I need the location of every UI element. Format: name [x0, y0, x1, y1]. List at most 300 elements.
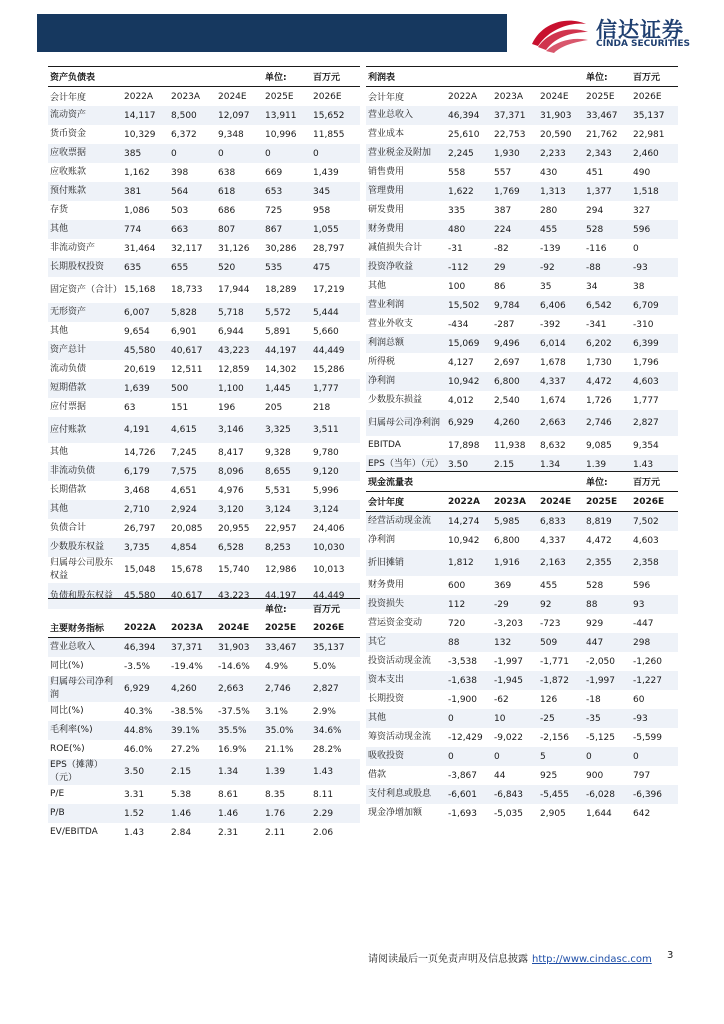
cf-value: -1,227	[631, 671, 678, 690]
bs-unit-label: 单位:	[263, 67, 311, 87]
bs-value: 31,126	[218, 243, 250, 254]
is-value: 1,777	[633, 395, 659, 406]
bs-value: 1,055	[311, 220, 360, 239]
is-value: 6,929	[446, 410, 492, 436]
is-value: -82	[494, 243, 509, 254]
is-year-header: 2026E	[633, 91, 662, 102]
is-value: 9,354	[633, 440, 659, 451]
cash-flow-table	[366, 471, 678, 823]
cf-row	[366, 652, 678, 671]
bs-value: 0	[311, 144, 360, 163]
cf-value: 6,800	[494, 535, 520, 546]
bs-value: 0	[169, 144, 216, 163]
is-row	[366, 410, 678, 436]
cf-row	[366, 804, 678, 823]
bs-value: 12,097	[216, 106, 263, 125]
km-value: -37.5%	[218, 706, 250, 717]
bs-unit-value: 百万元	[311, 67, 360, 87]
km-row-label: EPS（摊薄）（元）	[48, 759, 122, 785]
bs-value: 3,735	[122, 538, 169, 557]
bs-value: 4,651	[171, 485, 197, 496]
cf-value: 528	[586, 580, 604, 591]
cf-value: -25	[538, 709, 584, 728]
km-unit-label: 单位:	[263, 599, 311, 619]
brand-name-en: CINDA SECURITIES	[596, 39, 690, 49]
is-value: 4,472	[584, 372, 631, 391]
bs-value: 14,117	[122, 106, 169, 125]
bs-value: 20,619	[124, 364, 156, 375]
km-value: 40.3%	[124, 706, 153, 717]
is-row-label: 所得税	[368, 357, 396, 367]
cf-year-header: 2026E	[631, 492, 678, 512]
is-value: 1,313	[538, 182, 584, 201]
bs-value: 618	[216, 182, 263, 201]
bs-value: 14,302	[265, 364, 297, 375]
bs-year-label: 会计年度	[50, 93, 87, 103]
bs-value: 4,976	[218, 485, 244, 496]
cf-row	[366, 550, 678, 576]
cf-value: 369	[494, 580, 512, 591]
cf-value: -1,945	[492, 671, 538, 690]
km-value: 2.29	[311, 804, 360, 823]
bs-value: 7,575	[169, 462, 216, 481]
bs-title-blank	[216, 67, 263, 87]
km-value: 37,371	[169, 638, 216, 658]
bs-value: 13,911	[263, 106, 311, 125]
is-row	[366, 258, 678, 277]
km-value: 4.9%	[265, 661, 288, 672]
is-value: 38	[633, 281, 645, 292]
is-value: -139	[540, 243, 561, 254]
bs-row-label: 负债和股东权益	[48, 583, 122, 609]
km-value: 1.52	[122, 804, 169, 823]
km-year-header: 2022A	[122, 618, 169, 638]
cf-value: -6,843	[492, 785, 538, 804]
km-title: 主要财务指标	[48, 618, 122, 638]
bs-value: 1,777	[311, 379, 360, 398]
bs-value: 3,511	[311, 417, 360, 443]
cf-row	[366, 766, 678, 785]
is-value: 6,202	[584, 334, 631, 353]
bs-row-label: 其他	[50, 447, 69, 457]
bs-year-row	[48, 87, 360, 107]
km-row	[48, 702, 360, 721]
income-statement-table	[366, 66, 678, 474]
is-value: 35	[540, 281, 552, 292]
is-value: 2,245	[446, 144, 492, 163]
bs-value: 5,531	[265, 485, 291, 496]
bs-value: 12,986	[265, 565, 297, 575]
is-value: -434	[448, 319, 469, 330]
km-value: -3.5%	[124, 661, 151, 672]
bs-year-header: 2023A	[171, 91, 201, 102]
is-row	[366, 315, 678, 334]
cf-value: -1,900	[448, 694, 478, 705]
cf-value: 0	[446, 709, 492, 728]
bs-value: 20,085	[171, 523, 203, 534]
bs-value: 18,733	[171, 285, 203, 295]
km-value: 1.46	[216, 804, 263, 823]
cf-value: 596	[633, 580, 651, 591]
is-value: 21,762	[586, 129, 618, 140]
bs-value: 398	[171, 167, 189, 178]
is-value: -341	[586, 319, 607, 330]
bs-row	[48, 144, 360, 163]
bs-value: 655	[169, 258, 216, 277]
cf-value: 132	[492, 633, 538, 652]
bs-value: 24,406	[313, 523, 345, 534]
bs-value: 8,500	[169, 106, 216, 125]
is-value: 29	[492, 258, 538, 277]
cf-value: 93	[631, 595, 678, 614]
cinda-logo-icon	[528, 14, 590, 54]
cf-value: 929	[586, 618, 604, 629]
footer-disclaimer: 请阅读最后一页免责声明及信息披露	[368, 954, 528, 965]
is-value: 2,233	[538, 144, 584, 163]
is-row-label: 归属母公司净利润	[366, 410, 446, 436]
is-row	[366, 239, 678, 258]
cf-value: 4,472	[586, 535, 612, 546]
bs-value: 63	[124, 402, 136, 413]
bs-value: 6,179	[122, 462, 169, 481]
cf-value: -12,429	[448, 732, 483, 743]
is-row	[366, 277, 678, 296]
is-value: 35,137	[631, 106, 678, 125]
bs-value: 10,013	[313, 565, 345, 575]
is-row-label: 营业外收支	[368, 319, 414, 329]
is-value: 6,709	[631, 296, 678, 315]
is-value: 528	[584, 220, 631, 239]
is-value: 224	[492, 220, 538, 239]
bs-value: 3,120	[216, 500, 263, 519]
bs-title: 资产负债表	[48, 67, 122, 87]
cf-value: -3,538	[448, 656, 478, 667]
km-value: 3.1%	[265, 706, 288, 717]
km-unit-blank	[216, 599, 263, 619]
is-value: 430	[540, 167, 558, 178]
cf-value: 92	[538, 595, 584, 614]
km-value: 44.8%	[122, 721, 169, 740]
is-value: -88	[584, 258, 631, 277]
km-value: 34.6%	[311, 721, 360, 740]
is-value: 335	[448, 205, 466, 216]
bs-row-label: 应付票据	[50, 402, 87, 412]
cf-row	[366, 614, 678, 633]
cf-row-label: 经营活动现金流	[366, 512, 446, 532]
cf-value: -1,260	[633, 656, 663, 667]
bs-value: 1,086	[124, 205, 150, 216]
cf-value: -1,693	[448, 808, 478, 819]
bs-value: 564	[169, 182, 216, 201]
cf-row-label: 长期投资	[368, 694, 405, 704]
bs-value: 638	[218, 167, 236, 178]
km-value: 1.43	[124, 827, 145, 838]
cf-value: 455	[540, 580, 558, 591]
bs-value: 9,780	[313, 447, 339, 458]
is-year-row	[366, 87, 678, 107]
cf-row-label: 投资损失	[366, 595, 446, 614]
is-value: 15,502	[446, 296, 492, 315]
cf-row-label: 吸收投资	[366, 747, 446, 766]
bs-value: 32,117	[171, 243, 203, 254]
is-value: -93	[631, 258, 678, 277]
km-unit-value: 百万元	[311, 599, 360, 619]
is-value: 31,903	[538, 106, 584, 125]
bs-value: 3,468	[124, 485, 150, 496]
km-value: 35.0%	[263, 721, 311, 740]
cf-value: -9,022	[494, 732, 524, 743]
website-link[interactable]: http://www.cindasc.com	[532, 954, 652, 965]
is-row-label: 营业成本	[368, 129, 405, 139]
cf-value: 112	[446, 595, 492, 614]
cf-row	[366, 531, 678, 550]
bs-value: 0	[216, 144, 263, 163]
is-value: 1,930	[492, 144, 538, 163]
cf-value: -1,771	[540, 656, 570, 667]
cf-value: 10	[492, 709, 538, 728]
is-value: 22,981	[633, 129, 665, 140]
is-row	[366, 436, 678, 455]
bs-value: 12,859	[218, 364, 250, 375]
bs-title-blank	[169, 67, 216, 87]
is-value: -310	[633, 319, 654, 330]
brand-name-cn: 信达证券	[596, 18, 684, 42]
km-value: 2,663	[216, 676, 263, 702]
is-value: 37,371	[492, 106, 538, 125]
cf-value: 7,502	[631, 512, 678, 532]
bs-value: 503	[171, 205, 189, 216]
is-value: 10,942	[446, 372, 492, 391]
key-metrics-table	[48, 598, 360, 842]
km-value: 2.9%	[313, 706, 336, 717]
bs-row-label: 货币资金	[50, 129, 87, 139]
bs-value: 44,449	[311, 341, 360, 360]
bs-value: 17,944	[218, 285, 250, 295]
bs-row-label: 其他	[50, 326, 69, 336]
cf-value: -6,396	[631, 785, 678, 804]
cf-unit-label: 单位:	[584, 472, 631, 492]
cf-value: -6,028	[584, 785, 631, 804]
km-unit-row	[48, 599, 360, 619]
is-value: -112	[446, 258, 492, 277]
bs-value: 8,253	[263, 538, 311, 557]
is-value: 490	[633, 167, 651, 178]
bs-row-label: 长期借款	[50, 485, 87, 495]
bs-value: 15,168	[124, 285, 156, 295]
cf-value: -1,872	[538, 671, 584, 690]
is-title-row	[366, 67, 678, 87]
is-row-label: 销售费用	[368, 167, 405, 177]
is-value: 6,399	[631, 334, 678, 353]
km-value: 2.06	[313, 827, 334, 838]
km-value: 5.0%	[313, 661, 336, 672]
km-value: 4,260	[169, 676, 216, 702]
km-value: 46,394	[122, 638, 169, 658]
bs-value: 686	[218, 205, 236, 216]
cf-value: -93	[631, 709, 678, 728]
cf-value: 126	[540, 694, 558, 705]
bs-value: 725	[265, 205, 283, 216]
bs-value: 7,245	[171, 447, 197, 458]
km-year-header: 2025E	[263, 618, 311, 638]
bs-year-header: 2024E	[218, 91, 247, 102]
km-row-label: P/E	[50, 789, 65, 799]
bs-row-label: 应收账款	[50, 167, 87, 177]
cf-row	[366, 747, 678, 766]
is-value: 294	[586, 205, 604, 216]
cf-value: 797	[633, 770, 651, 781]
km-row-label: ROE(%)	[50, 744, 85, 754]
km-value: -38.5%	[171, 706, 203, 717]
bs-row	[48, 258, 360, 277]
bs-value: 15,678	[171, 565, 203, 575]
bs-value: 12,511	[171, 364, 203, 375]
cf-row	[366, 785, 678, 804]
is-value: 387	[494, 205, 512, 216]
is-value: 1.39	[584, 455, 631, 474]
is-year-header: 2025E	[586, 91, 615, 102]
cf-value: 88	[584, 595, 631, 614]
km-unit-blank	[169, 599, 216, 619]
bs-value: 385	[122, 144, 169, 163]
bs-value: 4,854	[169, 538, 216, 557]
cf-value: 720	[448, 618, 466, 629]
is-value: 280	[540, 205, 558, 216]
bs-row	[48, 220, 360, 239]
is-value: 1,769	[492, 182, 538, 201]
is-row-label: 财务费用	[366, 220, 446, 239]
is-row-label: 净利润	[366, 372, 446, 391]
cf-row-label: 资本支出	[366, 671, 446, 690]
bs-row	[48, 500, 360, 519]
bs-value: 1,162	[124, 167, 150, 178]
cf-value: -2,050	[586, 656, 616, 667]
is-unit-value: 百万元	[631, 67, 678, 87]
cf-value: -1,997	[494, 656, 524, 667]
cf-value: -3,203	[494, 618, 524, 629]
bs-value: 807	[216, 220, 263, 239]
cf-value: 4,603	[633, 535, 659, 546]
is-value: 557	[494, 167, 512, 178]
is-value: 2,460	[631, 144, 678, 163]
bs-value: 18,289	[265, 285, 297, 295]
is-row	[366, 163, 678, 182]
is-row	[366, 182, 678, 201]
bs-row	[48, 277, 360, 303]
is-value: 1,730	[586, 357, 612, 368]
bs-row	[48, 538, 360, 557]
bs-value: 500	[169, 379, 216, 398]
is-row	[366, 334, 678, 353]
cf-year-header: 2024E	[538, 492, 584, 512]
km-row	[48, 759, 360, 785]
bs-value: 9,120	[311, 462, 360, 481]
bs-value: 28,797	[313, 243, 345, 254]
km-value: 46.0%	[124, 744, 153, 755]
cf-value: -5,455	[538, 785, 584, 804]
cf-value: 10,942	[448, 535, 480, 546]
km-row	[48, 804, 360, 823]
bs-value: 381	[122, 182, 169, 201]
bs-row-label: 归属母公司股东权益	[50, 558, 114, 581]
bs-row-label: 预付账款	[48, 182, 122, 201]
is-year-header: 2023A	[494, 91, 524, 102]
km-value: 2,827	[311, 676, 360, 702]
bs-value: 4,191	[122, 417, 169, 443]
bs-value: 44,197	[263, 341, 311, 360]
bs-title-blank	[122, 67, 169, 87]
bs-row-label: 流动负债	[50, 364, 87, 374]
is-value: 34	[586, 281, 598, 292]
cf-value: -18	[586, 694, 601, 705]
is-value: 1.43	[631, 455, 678, 474]
bs-row-label: 资产总计	[48, 341, 122, 360]
cf-value: -5,035	[494, 808, 524, 819]
cf-title: 现金流量表	[366, 472, 446, 492]
is-value: 1,726	[586, 395, 612, 406]
cf-value: -2,156	[540, 732, 570, 743]
bs-value: 5,891	[265, 326, 291, 337]
km-row-label: 同比(%)	[50, 706, 84, 716]
bs-value: 1,445	[263, 379, 311, 398]
is-value: 3.50	[446, 455, 492, 474]
bs-row	[48, 341, 360, 360]
is-row	[366, 353, 678, 372]
bs-value: 8,417	[218, 447, 244, 458]
bs-value: 6,944	[218, 326, 244, 337]
is-title: 利润表	[366, 67, 446, 87]
is-title-blank	[492, 67, 538, 87]
km-value: 1.39	[263, 759, 311, 785]
km-year-header: 2023A	[169, 618, 216, 638]
km-value: 2.11	[265, 827, 286, 838]
is-row-label: 营业总收入	[366, 106, 446, 125]
is-row-label: 投资净收益	[366, 258, 446, 277]
bs-row	[48, 239, 360, 258]
km-value: 2,746	[263, 676, 311, 702]
cf-value: -5,125	[586, 732, 616, 743]
bs-value: 40,617	[169, 583, 216, 609]
cf-year-row	[366, 492, 678, 512]
cf-row-label: 其它	[366, 633, 446, 652]
km-value: 28.2%	[313, 744, 342, 755]
is-unit-label: 单位:	[584, 67, 631, 87]
cf-value: 1,916	[492, 550, 538, 576]
is-row	[366, 391, 678, 410]
is-value: -392	[540, 319, 561, 330]
cf-row-label: 借款	[368, 770, 387, 780]
bs-row	[48, 443, 360, 462]
bs-value: 45,580	[122, 341, 169, 360]
cf-unit-value: 百万元	[631, 472, 678, 492]
is-value: 1,796	[633, 357, 659, 368]
bs-value: 8,655	[263, 462, 311, 481]
cf-title-blank	[492, 472, 538, 492]
km-value: 1.43	[311, 759, 360, 785]
bs-value: 151	[171, 402, 189, 413]
cf-value: 5,985	[492, 512, 538, 532]
cf-value: 2,355	[584, 550, 631, 576]
bs-value: 653	[263, 182, 311, 201]
km-unit-blank	[48, 599, 122, 619]
cf-row-label: 财务费用	[368, 580, 405, 590]
bs-value: 1,639	[122, 379, 169, 398]
is-value: -287	[494, 319, 515, 330]
is-value: 327	[633, 205, 651, 216]
km-value: 35,137	[311, 638, 360, 658]
is-value: 33,467	[584, 106, 631, 125]
cf-row	[366, 595, 678, 614]
